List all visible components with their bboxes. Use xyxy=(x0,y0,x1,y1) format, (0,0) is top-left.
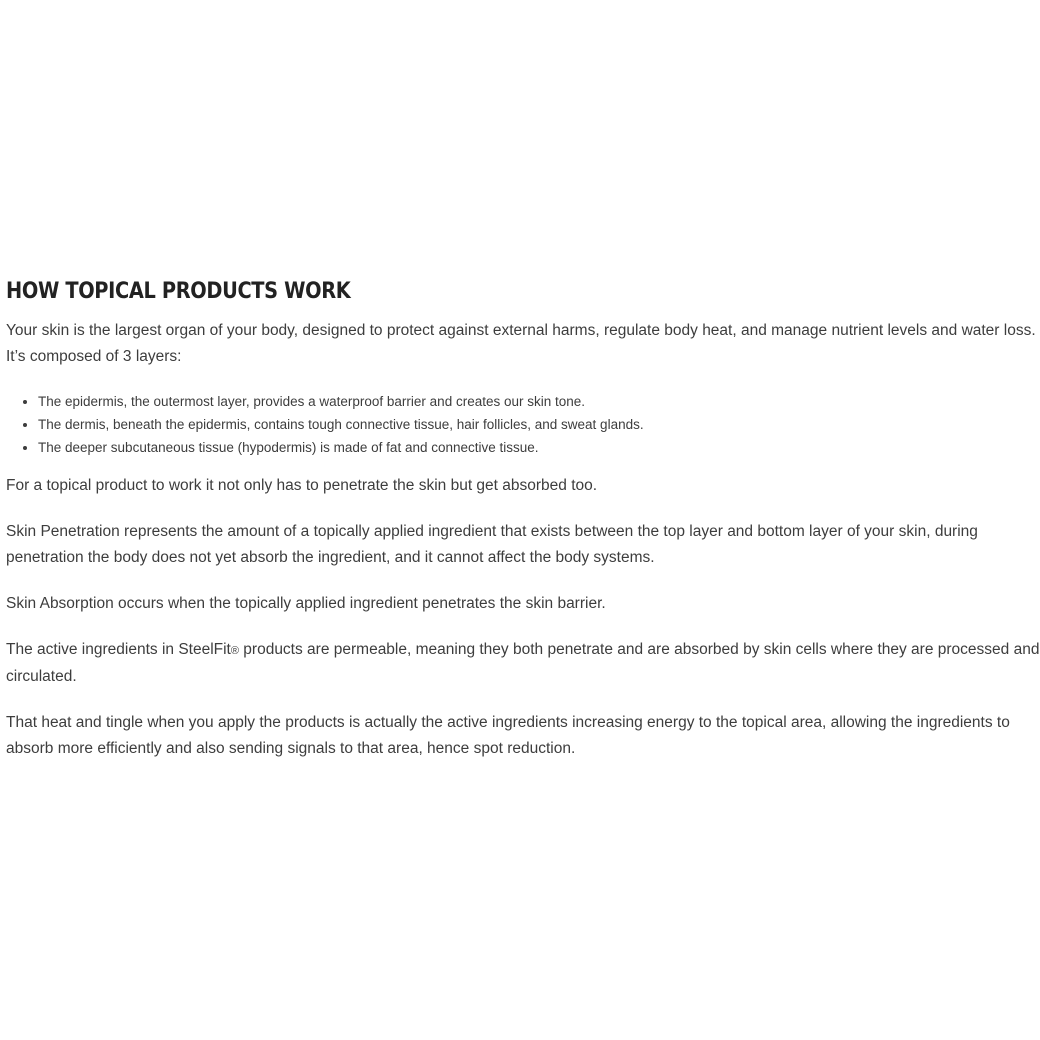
intro-paragraph: Your skin is the largest organ of your body, designed to protect against external harms, regulate body heat, and manage nutrient levels and water loss. It’s composed of 3 layers: xyxy=(6,322,1036,365)
list-item: • The deeper subcutaneous tissue (hypodermis) is made of fat and connective tissue. xyxy=(38,436,1040,459)
section-heading: HOW TOPICAL PRODUCTS WORK xyxy=(6,279,351,304)
skin-layers-list xyxy=(6,390,1040,459)
article-section xyxy=(6,276,1040,782)
absorption-paragraph: Skin Absorption occurs when the topically applied ingredient penetrates the skin barrier. xyxy=(6,595,606,612)
list-item: • The epidermis, the outermost layer, provides a waterproof barrier and creates our skin tone. xyxy=(38,390,1040,413)
active-ingredients-paragraph xyxy=(6,637,1040,690)
registered-mark: ® xyxy=(230,645,239,657)
penetration-paragraph: Skin Penetration represents the amount of a topically applied ingredient that exists between the top layer and bottom layer of your skin, during penetration the body does not yet absorb the ingredient, and it cannot affect the body systems. xyxy=(6,523,978,566)
work-paragraph: For a topical product to work it not only has to penetrate the skin but get absorbed too. xyxy=(6,477,598,494)
list-item: • The dermis, beneath the epidermis, contains tough connective tissue, hair follicles, and sweat glands. xyxy=(38,413,1040,436)
active-text-before: The active ingredients in SteelFit xyxy=(6,641,231,658)
active-text-after: products are permeable, meaning they both penetrate and are absorbed by skin cells where they are processed and circulated. xyxy=(6,641,1040,685)
heat-paragraph: That heat and tingle when you apply the products is actually the active ingredients increasing energy to the topical area, allowing the ingredients to absorb more efficiently and also sending signals to that area, hence spot reduction. xyxy=(6,714,1010,757)
